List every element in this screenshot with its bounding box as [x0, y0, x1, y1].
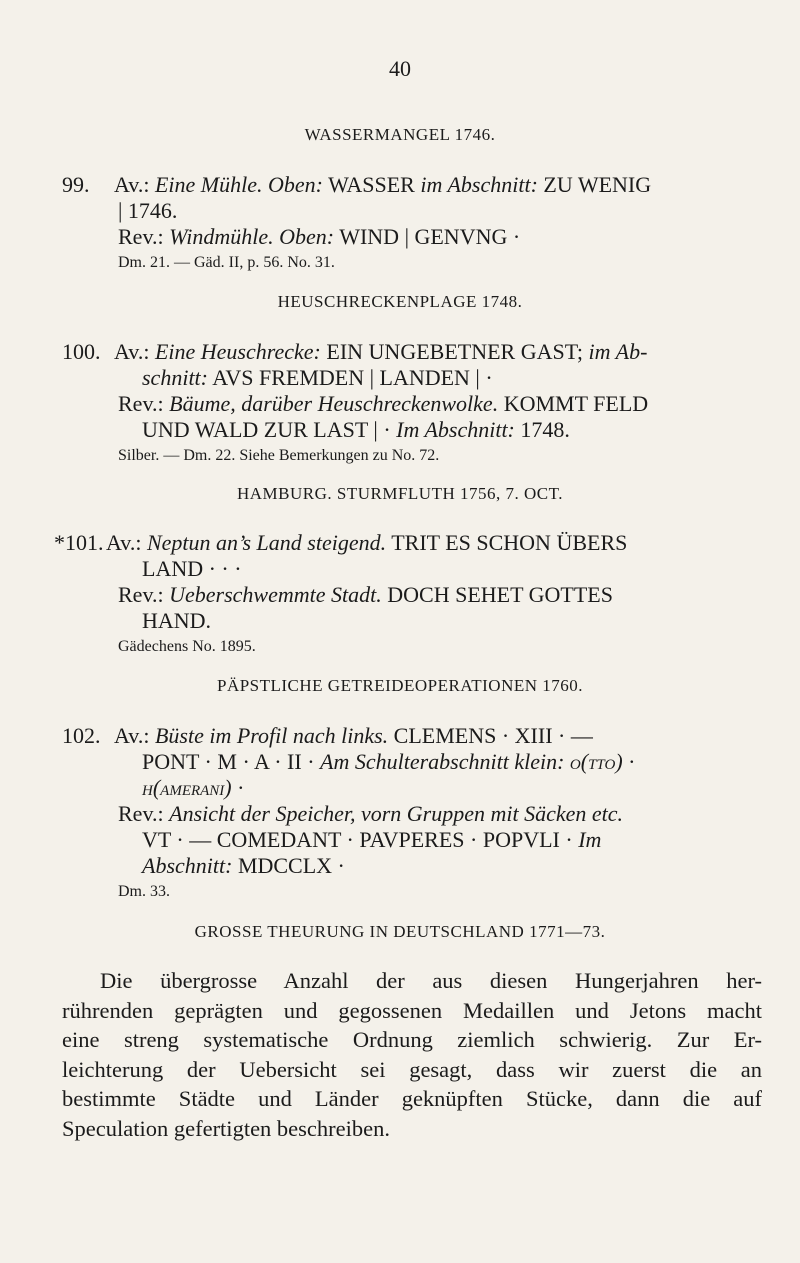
- av-label: Av.:: [114, 339, 150, 364]
- entry-102-rev-line-2: [62, 827, 752, 853]
- page-number: 40: [389, 56, 411, 81]
- paragraph-line: rührenden geprägten und gegossenen Medaillen und Jetons macht: [62, 997, 762, 1023]
- av-inscription-2: ZU WENIG: [543, 172, 652, 197]
- rev-inscription-2: UND WALD ZUR LAST | ·: [142, 417, 391, 442]
- rev-inscription: DOCH SEHET GOTTES: [387, 582, 613, 607]
- entry-101-rev-line-2: HAND.: [142, 608, 212, 633]
- av-inscription: CLEMENS · XIII · —: [393, 723, 593, 748]
- paragraph-line: Die übergrosse Anzahl der aus diesen Hungerjahren her-: [100, 968, 762, 993]
- av-inscription-2: AVS FREMDEN | LANDEN | ·: [212, 365, 493, 390]
- entry-99-rev-line: [62, 224, 752, 250]
- paragraph-line: eine streng systematische Ordnung ziemlich schwierig. Zur Er-: [62, 1027, 762, 1052]
- separator-dot: ·: [237, 775, 245, 800]
- entry-101-av-line-2: LAND · · ·: [142, 556, 242, 581]
- av-label: Av.:: [114, 723, 150, 748]
- section-heading-paepstliche: PÄPSTLICHE GETREIDEOPERATIONEN 1760.: [216, 676, 584, 695]
- av-inscription: WASSER: [328, 172, 415, 197]
- rev-year: 1748.: [520, 417, 570, 442]
- entry-101: [54, 530, 752, 660]
- rev-description: Ansicht der Speicher, vorn Gruppen mit Säcken etc.: [169, 801, 624, 826]
- av-description-2: Am Schulterabschnitt klein:: [320, 749, 565, 774]
- rev-inscription: WIND | GENVNG ·: [339, 224, 521, 249]
- rev-label: Rev.:: [118, 224, 164, 249]
- entry-100-reference: Silber. — Dm. 22. Siehe Bemerkungen zu No. 72.: [118, 447, 440, 464]
- entry-number: 99.: [62, 172, 90, 197]
- av-description-2: im Abschnitt:: [420, 172, 538, 197]
- entry-101-rev-line: [62, 582, 752, 608]
- rev-description-3: Abschnitt:: [142, 853, 233, 878]
- av-description-3: schnitt:: [142, 365, 208, 390]
- paragraph-line: bestimmte Städte und Länder geknüpften Stücke, dann die auf: [62, 1086, 762, 1111]
- entry-100-av-line: [62, 339, 752, 365]
- engraver-signature: o(tto): [569, 749, 623, 774]
- rev-label: Rev.:: [118, 801, 164, 826]
- entry-101-av-line: [54, 530, 752, 556]
- rev-description: Bäume, darüber Heuschreckenwolke.: [169, 391, 499, 416]
- av-label: Av.:: [114, 172, 150, 197]
- section-heading-sturmfluth: HAMBURG. STURMFLUTH 1756, 7. OCT.: [237, 484, 563, 503]
- rev-description: Ueberschwemmte Stadt.: [169, 582, 382, 607]
- entry-102-rev-line: [62, 801, 752, 827]
- rev-label: Rev.:: [118, 582, 164, 607]
- entry-99-av-line-2: | 1746.: [118, 198, 178, 223]
- av-description: Büste im Profil nach links.: [154, 723, 389, 748]
- section-heading-heuschreckenplage: HEUSCHRECKENPLAGE 1748.: [277, 292, 523, 311]
- body-paragraph: [62, 966, 762, 1143]
- paragraph-line: Speculation gefertigten beschreiben.: [62, 1115, 390, 1141]
- entry-99-reference: Dm. 21. — Gäd. II, p. 56. No. 31.: [118, 254, 335, 271]
- av-description: Eine Heuschrecke:: [154, 339, 321, 364]
- av-inscription-2: PONT · M · A · II ·: [142, 749, 315, 774]
- rev-description-2: Im: [578, 827, 602, 852]
- entry-100: [62, 339, 752, 469]
- entry-102-rev-line-3: [62, 853, 752, 879]
- entry-100-rev-line-2: [62, 417, 752, 443]
- entry-number: 100.: [62, 339, 101, 364]
- rev-label: Rev.:: [118, 391, 164, 416]
- rev-description: Windmühle. Oben:: [169, 224, 335, 249]
- entry-101-reference: Gädechens No. 1895.: [118, 638, 256, 655]
- entry-100-av-line-2: [62, 365, 752, 391]
- entry-100-rev-line: [62, 391, 752, 417]
- entry-number: 102.: [62, 723, 101, 748]
- rev-description-2: Im Abschnitt:: [396, 417, 515, 442]
- section-heading-grosse-theurung: GROSSE THEURUNG IN DEUTSCHLAND 1771—73.: [194, 922, 606, 941]
- av-inscription: EIN UNGEBETNER GAST;: [326, 339, 584, 364]
- entry-number: *101.: [54, 530, 104, 555]
- av-description-2: im Ab-: [588, 339, 648, 364]
- separator-dot: ·: [628, 749, 636, 774]
- rev-inscription: KOMMT FELD: [503, 391, 649, 416]
- entry-102: [62, 723, 752, 905]
- entry-102-reference: Dm. 33.: [118, 883, 170, 900]
- rev-inscription: VT · — COMEDANT · PAVPERES · POPVLI ·: [142, 827, 573, 852]
- av-description: Eine Mühle. Oben:: [154, 172, 323, 197]
- entry-102-av-line-2: [62, 749, 752, 775]
- rev-inscription-2: MDCCLX ·: [237, 853, 345, 878]
- section-heading-wassermangel: WASSERMANGEL 1746.: [304, 125, 496, 144]
- av-label: Av.:: [106, 530, 142, 555]
- entry-99: [62, 172, 752, 276]
- entry-102-av-line-3: [62, 775, 752, 801]
- entry-102-av-line: [62, 723, 752, 749]
- av-description: Neptun an’s Land steigend.: [146, 530, 387, 555]
- engraver-signature-2: h(amerani): [142, 775, 232, 800]
- paragraph-line: leichterung der Uebersicht sei gesagt, dass wir zuerst die an: [62, 1056, 762, 1082]
- av-inscription: TRIT ES SCHON ÜBERS: [391, 530, 628, 555]
- entry-99-av-line: [62, 172, 752, 198]
